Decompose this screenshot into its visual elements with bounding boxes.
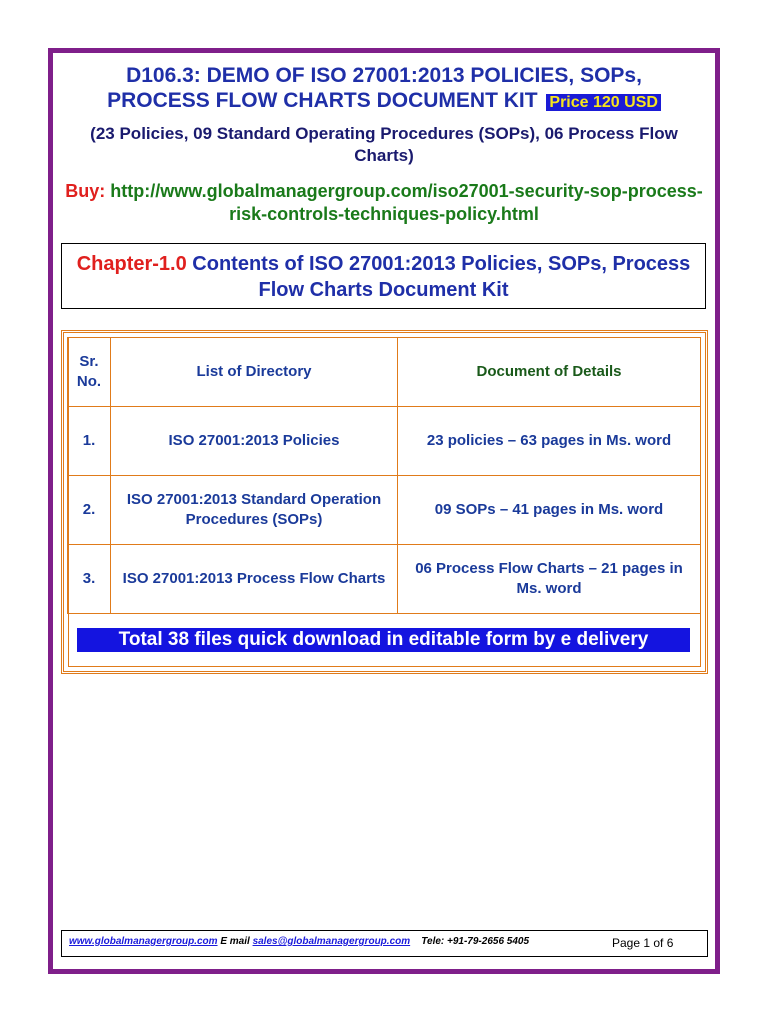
table-row	[68, 476, 701, 545]
title-line-1: D106.3: DEMO OF ISO 27001:2013 POLICIES, SOPs,	[126, 64, 642, 87]
buy-line	[60, 180, 708, 226]
footer-telephone: Tele: +91-79-2656 5405	[421, 936, 530, 947]
row-details: 09 SOPs – 41 pages in Ms. word	[398, 476, 701, 545]
document-subtitle: (23 Policies, 09 Standard Operating Procedures (SOPs), 06 Process Flow Charts)	[90, 124, 678, 165]
chapter-heading	[61, 243, 706, 309]
row-directory: ISO 27001:2013 Standard Operation Procedures (SOPs)	[111, 476, 398, 545]
footer-email-label: E mail	[217, 936, 253, 947]
table-row	[68, 407, 701, 476]
contents-table	[67, 337, 701, 614]
total-files-banner: Total 38 files quick download in editable form by e delivery	[77, 628, 690, 652]
table-header-row	[68, 338, 701, 407]
row-details: 06 Process Flow Charts – 21 pages in Ms. word	[398, 545, 701, 614]
buy-link[interactable]: http://www.globalmanagergroup.com/iso27001-security-sop-process-risk-controls-techniques-policy.html	[110, 181, 703, 224]
price-badge: Price 120 USD	[546, 94, 661, 111]
footer-email-link[interactable]: sales@globalmanagergroup.com	[252, 936, 411, 947]
document-title	[60, 63, 708, 115]
page-number: Page 1 of 6	[612, 936, 674, 950]
header-sr-no: Sr. No.	[68, 338, 111, 407]
row-sr: 1.	[68, 407, 111, 476]
header-document-details: Document of Details	[398, 338, 701, 407]
row-sr: 3.	[68, 545, 111, 614]
chapter-number: Chapter-1.0	[76, 253, 187, 275]
header-list-of-directory: List of Directory	[111, 338, 398, 407]
table-row	[68, 545, 701, 614]
row-details: 23 policies – 63 pages in Ms. word	[398, 407, 701, 476]
footer-website-link[interactable]: www.globalmanagergroup.com	[69, 936, 218, 947]
buy-label: Buy:	[65, 181, 106, 201]
title-line-2: PROCESS FLOW CHARTS DOCUMENT KIT	[107, 89, 538, 112]
chapter-title: Contents of ISO 27001:2013 Policies, SOPs, Process Flow Charts Document Kit	[186, 253, 691, 301]
footer-contact	[69, 935, 597, 949]
row-directory: ISO 27001:2013 Process Flow Charts	[111, 545, 398, 614]
row-directory: ISO 27001:2013 Policies	[111, 407, 398, 476]
row-sr: 2.	[68, 476, 111, 545]
